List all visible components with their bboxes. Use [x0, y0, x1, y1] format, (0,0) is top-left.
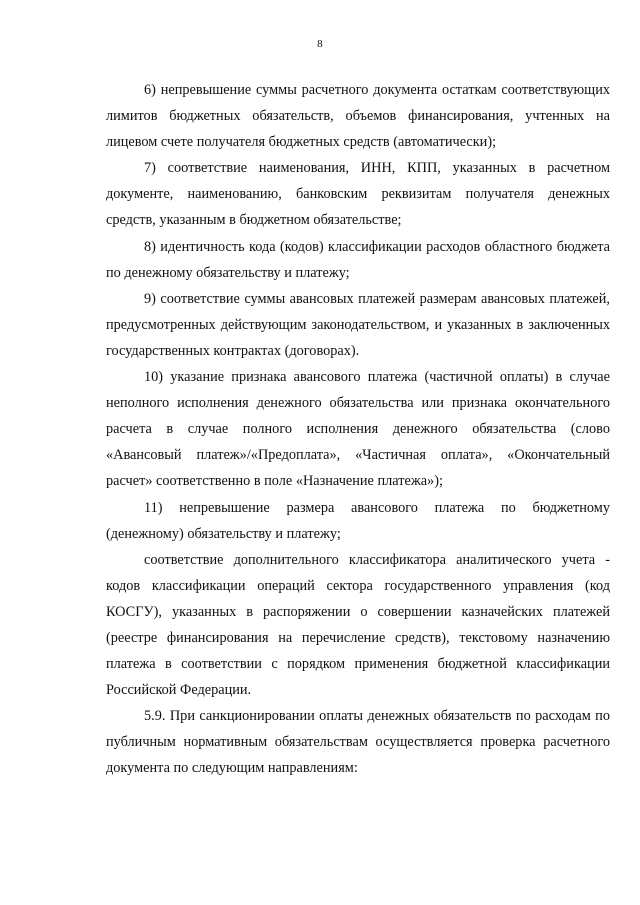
paragraph-item-9: 9) соответствие суммы авансовых платежей размерам авансовых платежей, предусмотренных действующим законодательством, и указанных в заключенных государственных контрактах (договорах). [106, 290, 610, 359]
paragraph-item-8: 8) идентичность кода (кодов) классификации расходов областного бюджета по денежному обязательству и платежу; [106, 238, 610, 281]
document-body [106, 77, 610, 782]
paragraph-item-7: 7) соответствие наименования, ИНН, КПП, указанных в расчетном документе, наименованию, банковским реквизитам получателя денежных средств, указанным в бюджетном обязательстве; [106, 160, 610, 229]
paragraph-item-11: 11) непревышение размера авансового платежа по бюджетному (денежному) обязательству и платежу; [106, 499, 610, 542]
paragraph-item-10: 10) указание признака авансового платежа (частичной оплаты) в случае неполного исполнения денежного обязательства или признака окончательного расчета в случае полного исполнения денежного обязательства (слово «Авансовый платеж»/«Предоплата», «Частичная оплата», «Окончательный расчет» соответственно в поле «Назначение платежа»); [106, 369, 610, 490]
page-number: 8 [317, 38, 323, 50]
paragraph-kosgu: соответствие дополнительного классификатора аналитического учета - кодов классификации операций сектора государственного управления (код КОСГУ), указанных в распоряжении о совершении казначейских платежей (реестре финансирования на перечисление средств), текстовому назначению платежа в соответствии с порядком применения бюджетной классификации Российской Федерации. [106, 551, 610, 699]
paragraph-section-5-9: 5.9. При санкционировании оплаты денежных обязательств по расходам по публичным нормативным обязательствам осуществляется проверка расчетного документа по следующим направлениям: [106, 708, 610, 777]
paragraph-item-6: 6) непревышение суммы расчетного документа остаткам соответствующих лимитов бюджетных обязательств, объемов финансирования, учтенных на лицевом счете получателя бюджетных средств (автоматически); [106, 82, 610, 151]
